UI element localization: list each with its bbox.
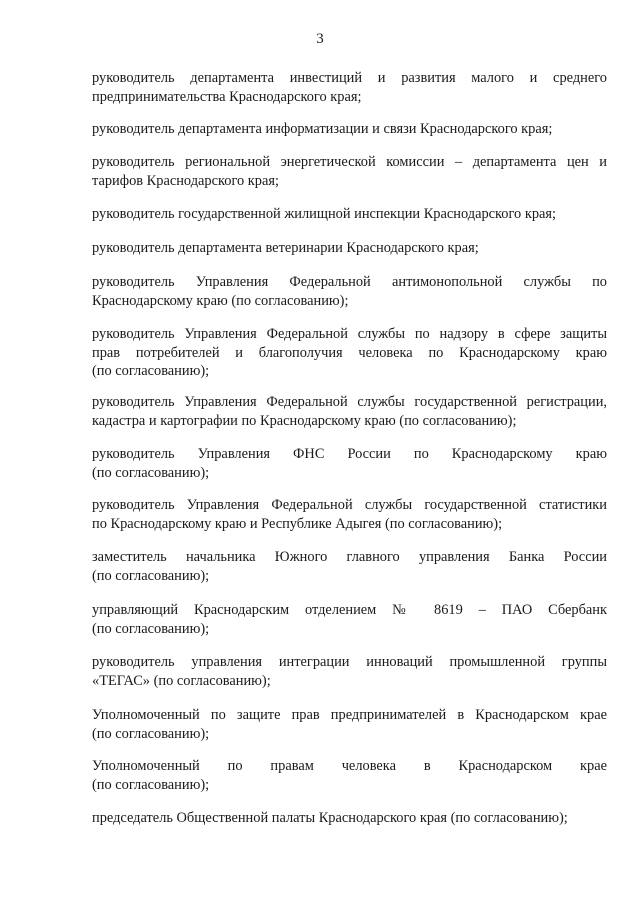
list-item-line: (по согласованию); <box>92 464 210 481</box>
list-item-housing-inspection <box>92 205 607 224</box>
list-item-business-ombudsman <box>92 706 607 743</box>
list-item-line: управляющий Краснодарским отделением № 8619 – ПАО Сбербанк <box>92 602 607 618</box>
list-item-antimonopoly-service <box>92 273 607 310</box>
list-item-line: Уполномоченный по защите прав предпринимателей в Краснодарском крае <box>92 707 607 723</box>
list-item-line: по Краснодарскому краю и Республике Адыгея (по согласованию); <box>92 515 503 532</box>
list-item-line: (по согласованию); <box>92 567 210 584</box>
list-item-line: руководитель Управления Федеральной службы по надзору в сфере защиты <box>92 326 607 342</box>
list-item-registration-service <box>92 393 607 430</box>
list-item-line: руководитель департамента ветеринарии Краснодарского края; <box>92 240 479 256</box>
list-item-sberbank <box>92 601 607 638</box>
list-item-tax-service <box>92 445 607 482</box>
list-item-informatization-department <box>92 120 607 139</box>
list-item-line: Краснодарскому краю (по согласованию); <box>92 292 349 309</box>
list-item-public-chamber <box>92 809 607 828</box>
list-item-line: кадастра и картографии по Краснодарскому краю (по согласованию); <box>92 412 517 429</box>
list-item-energy-commission <box>92 153 607 190</box>
list-item-line: (по согласованию); <box>92 725 210 742</box>
list-item-line: руководитель управления интеграции инноваций промышленной группы <box>92 654 607 670</box>
list-item-line: Уполномоченный по правам человека в Краснодарском крае <box>92 758 607 774</box>
list-item-line: (по согласованию); <box>92 620 210 637</box>
list-item-line: заместитель начальника Южного главного управления Банка России <box>92 549 607 565</box>
list-item-consumer-rights-service <box>92 325 607 381</box>
list-item-line: прав потребителей и благополучия человека по Краснодарскому краю <box>92 344 607 361</box>
list-item-line: руководитель Управления Федеральной антимонопольной службы по <box>92 274 607 290</box>
list-item-statistics-service <box>92 496 607 533</box>
list-item-human-rights-ombudsman <box>92 757 607 794</box>
list-item-line: руководитель Управления Федеральной службы государственной регистрации, <box>92 394 607 410</box>
list-item-investment-department <box>92 69 607 106</box>
list-item-line: руководитель региональной энергетической комиссии – департамента цен и <box>92 154 607 170</box>
list-item-line: руководитель департамента инвестиций и развития малого и среднего <box>92 70 607 86</box>
list-item-line: руководитель департамента информатизации и связи Краснодарского края; <box>92 121 553 137</box>
list-item-line: (по согласованию); <box>92 776 210 793</box>
list-item-tegas <box>92 653 607 690</box>
list-item-veterinary-department <box>92 239 607 258</box>
list-item-line: «ТЕГАС» (по согласованию); <box>92 672 271 689</box>
page-number: 3 <box>316 31 324 47</box>
list-item-line: тарифов Краснодарского края; <box>92 172 279 189</box>
list-item-line: предпринимательства Краснодарского края; <box>92 88 362 105</box>
list-item-line: председатель Общественной палаты Краснодарского края (по согласованию); <box>92 810 568 826</box>
list-item-line: руководитель Управления ФНС России по Краснодарскому краю <box>92 446 607 462</box>
list-item-line: руководитель Управления Федеральной службы государственной статистики <box>92 497 607 513</box>
list-item-central-bank <box>92 548 607 585</box>
list-item-line: руководитель государственной жилищной инспекции Краснодарского края; <box>92 206 557 222</box>
list-item-line: (по согласованию); <box>92 363 210 379</box>
